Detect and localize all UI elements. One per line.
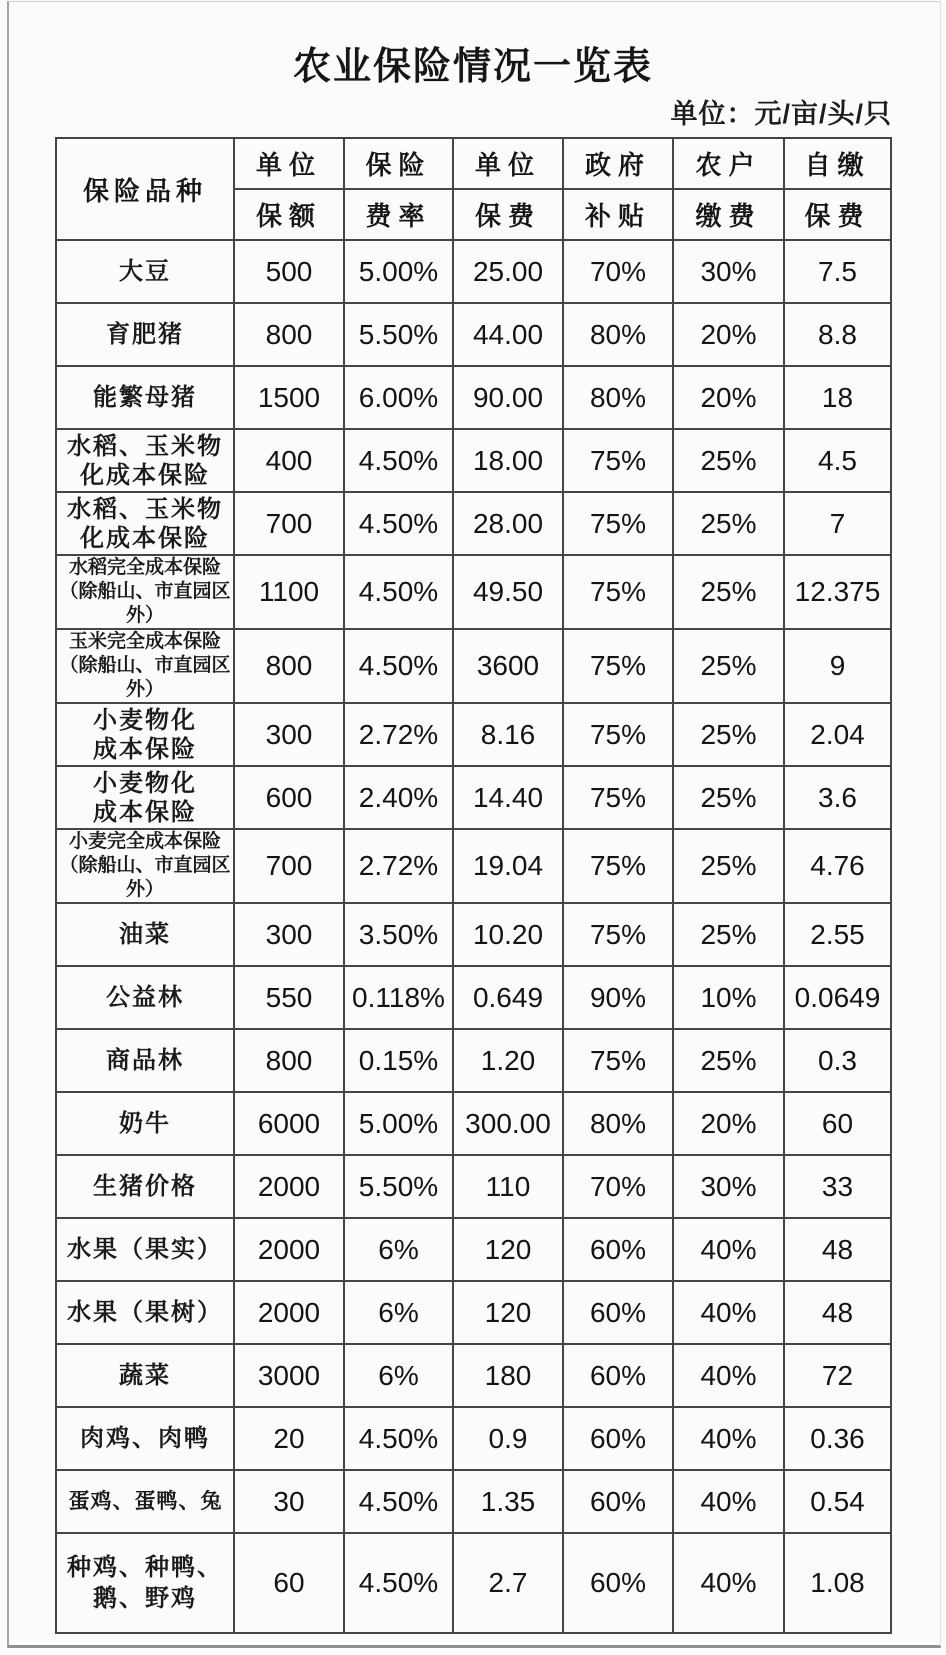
value-cell: 9 <box>784 629 891 703</box>
value-cell: 80% <box>563 303 673 366</box>
product-label-line: 能繁母猪 <box>93 384 197 411</box>
table-row <box>56 1533 891 1633</box>
table-row <box>56 1218 891 1281</box>
table-row <box>56 903 891 966</box>
value-cell: 5.00% <box>344 240 453 303</box>
table-row <box>56 829 891 903</box>
value-cell: 3.50% <box>344 903 453 966</box>
value-cell: 1.20 <box>453 1029 563 1092</box>
value-cell: 60 <box>784 1092 891 1155</box>
value-cell: 4.50% <box>344 555 453 629</box>
product-label-line: 育肥猪 <box>106 321 184 348</box>
page-title: 农业保险情况一览表 <box>292 46 653 88</box>
product-label-line: 成本保险 <box>93 735 197 763</box>
header-gov-subsidy-top: 政府 <box>563 138 673 189</box>
table-row <box>56 1407 891 1470</box>
table-row <box>56 366 891 429</box>
value-cell: 2.72% <box>344 703 453 766</box>
product-cell <box>56 1092 234 1155</box>
table-row <box>56 1155 891 1218</box>
product-cell <box>56 766 234 829</box>
value-cell: 4.50% <box>344 1533 453 1633</box>
product-label-line: 水稻完全成本保险 <box>68 557 221 578</box>
value-cell: 70% <box>563 240 673 303</box>
value-cell: 6000 <box>234 1092 344 1155</box>
value-cell: 33 <box>784 1155 891 1218</box>
table-header <box>56 138 891 240</box>
value-cell: 0.118% <box>344 966 453 1029</box>
value-cell: 75% <box>563 555 673 629</box>
value-cell: 60% <box>563 1407 673 1470</box>
value-cell: 40% <box>673 1281 784 1344</box>
table-row <box>56 1092 891 1155</box>
header-farmer-pay-bottom: 缴费 <box>673 189 784 240</box>
value-cell: 72 <box>784 1344 891 1407</box>
value-cell: 75% <box>563 492 673 555</box>
product-label-line: 小麦物化 <box>93 706 197 734</box>
table-row <box>56 629 891 703</box>
value-cell: 20% <box>673 1092 784 1155</box>
product-label-line: （除船山、市直园区外） <box>59 855 231 900</box>
value-cell: 40% <box>673 1470 784 1533</box>
value-cell: 6% <box>344 1344 453 1407</box>
value-cell: 300 <box>234 703 344 766</box>
table-row <box>56 303 891 366</box>
value-cell: 2000 <box>234 1281 344 1344</box>
value-cell: 30% <box>673 1155 784 1218</box>
value-cell: 10.20 <box>453 903 563 966</box>
value-cell: 75% <box>563 629 673 703</box>
value-cell: 600 <box>234 766 344 829</box>
product-cell <box>56 829 234 903</box>
value-cell: 4.76 <box>784 829 891 903</box>
value-cell: 25% <box>673 703 784 766</box>
value-cell: 10% <box>673 966 784 1029</box>
product-label-line: 大豆 <box>119 258 171 285</box>
product-label-line: 肉鸡、肉鸭 <box>80 1425 210 1452</box>
product-label-line: 水稻、玉米物 <box>67 432 223 460</box>
value-cell: 120 <box>453 1218 563 1281</box>
product-cell <box>56 492 234 555</box>
value-cell: 0.649 <box>453 966 563 1029</box>
value-cell: 25% <box>673 766 784 829</box>
value-cell: 90.00 <box>453 366 563 429</box>
value-cell: 49.50 <box>453 555 563 629</box>
value-cell: 6% <box>344 1281 453 1344</box>
header-unit-insured-bottom: 保额 <box>234 189 344 240</box>
header-unit-premium-bottom: 保费 <box>453 189 563 240</box>
value-cell: 60 <box>234 1533 344 1633</box>
product-label-line: 商品林 <box>106 1047 184 1074</box>
unit-note: 单位：元/亩/头/只 <box>670 99 892 129</box>
value-cell: 2.04 <box>784 703 891 766</box>
value-cell: 40% <box>673 1344 784 1407</box>
value-cell: 20 <box>234 1407 344 1470</box>
value-cell: 700 <box>234 829 344 903</box>
value-cell: 550 <box>234 966 344 1029</box>
value-cell: 25% <box>673 629 784 703</box>
value-cell: 4.50% <box>344 1470 453 1533</box>
value-cell: 25% <box>673 829 784 903</box>
header-self-pay-bottom: 保费 <box>784 189 891 240</box>
value-cell: 80% <box>563 1092 673 1155</box>
product-cell <box>56 903 234 966</box>
product-label-line: （除船山、市直园区外） <box>59 655 231 700</box>
product-cell <box>56 703 234 766</box>
value-cell: 4.5 <box>784 429 891 492</box>
product-label-line: 鹅、野鸡 <box>93 1585 197 1612</box>
table-row <box>56 492 891 555</box>
value-cell: 4.50% <box>344 1407 453 1470</box>
insurance-table <box>55 137 892 1634</box>
value-cell: 3.6 <box>784 766 891 829</box>
product-label-line: 玉米完全成本保险 <box>68 631 221 652</box>
header-farmer-pay-top: 农户 <box>673 138 784 189</box>
table-row <box>56 1470 891 1533</box>
value-cell: 75% <box>563 903 673 966</box>
value-cell: 75% <box>563 829 673 903</box>
value-cell: 25% <box>673 555 784 629</box>
header-product: 保险品种 <box>56 138 234 240</box>
product-label-line: 奶牛 <box>119 1110 171 1137</box>
value-cell: 7.5 <box>784 240 891 303</box>
value-cell: 180 <box>453 1344 563 1407</box>
table-row <box>56 429 891 492</box>
value-cell: 0.36 <box>784 1407 891 1470</box>
product-cell <box>56 240 234 303</box>
product-label-line: 水稻、玉米物 <box>67 495 223 523</box>
value-cell: 5.50% <box>344 1155 453 1218</box>
value-cell: 2.55 <box>784 903 891 966</box>
header-gov-subsidy-bottom: 补贴 <box>563 189 673 240</box>
value-cell: 60% <box>563 1344 673 1407</box>
value-cell: 800 <box>234 1029 344 1092</box>
value-cell: 4.50% <box>344 629 453 703</box>
product-label-line: 水果（果树） <box>67 1299 223 1326</box>
product-cell <box>56 1155 234 1218</box>
table-row <box>56 966 891 1029</box>
product-label-line: 小麦完全成本保险 <box>68 831 221 852</box>
value-cell: 48 <box>784 1218 891 1281</box>
value-cell: 4.50% <box>344 492 453 555</box>
header-rate-bottom: 费率 <box>344 189 453 240</box>
header-rate-top: 保险 <box>344 138 453 189</box>
value-cell: 40% <box>673 1407 784 1470</box>
product-cell <box>56 366 234 429</box>
value-cell: 800 <box>234 303 344 366</box>
value-cell: 40% <box>673 1533 784 1633</box>
value-cell: 30% <box>673 240 784 303</box>
product-cell <box>56 1344 234 1407</box>
value-cell: 20% <box>673 303 784 366</box>
product-cell <box>56 966 234 1029</box>
value-cell: 0.54 <box>784 1470 891 1533</box>
value-cell: 2000 <box>234 1155 344 1218</box>
product-label-line: 成本保险 <box>93 798 197 826</box>
product-cell <box>56 1218 234 1281</box>
value-cell: 1.35 <box>453 1470 563 1533</box>
value-cell: 6% <box>344 1218 453 1281</box>
product-label-line: 化成本保险 <box>80 524 210 552</box>
value-cell: 60% <box>563 1218 673 1281</box>
value-cell: 25.00 <box>453 240 563 303</box>
value-cell: 30 <box>234 1470 344 1533</box>
value-cell: 60% <box>563 1470 673 1533</box>
table-row <box>56 1344 891 1407</box>
value-cell: 5.00% <box>344 1092 453 1155</box>
value-cell: 90% <box>563 966 673 1029</box>
value-cell: 40% <box>673 1218 784 1281</box>
value-cell: 25% <box>673 429 784 492</box>
value-cell: 8.16 <box>453 703 563 766</box>
header-self-pay-top: 自缴 <box>784 138 891 189</box>
table-row <box>56 1029 891 1092</box>
value-cell: 44.00 <box>453 303 563 366</box>
product-cell <box>56 429 234 492</box>
value-cell: 25% <box>673 903 784 966</box>
product-cell <box>56 303 234 366</box>
value-cell: 0.0649 <box>784 966 891 1029</box>
value-cell: 300 <box>234 903 344 966</box>
product-label-line: 蛋鸡、蛋鸭、兔 <box>68 1490 223 1513</box>
product-cell <box>56 1029 234 1092</box>
product-cell <box>56 1533 234 1633</box>
value-cell: 60% <box>563 1281 673 1344</box>
header-row-top <box>56 138 891 189</box>
product-cell <box>56 1281 234 1344</box>
value-cell: 75% <box>563 1029 673 1092</box>
product-label-line: （除船山、市直园区外） <box>59 581 231 626</box>
value-cell: 2.40% <box>344 766 453 829</box>
product-cell <box>56 629 234 703</box>
value-cell: 14.40 <box>453 766 563 829</box>
value-cell: 25% <box>673 1029 784 1092</box>
value-cell: 0.9 <box>453 1407 563 1470</box>
value-cell: 5.50% <box>344 303 453 366</box>
value-cell: 70% <box>563 1155 673 1218</box>
table-row <box>56 555 891 629</box>
product-label-line: 化成本保险 <box>80 461 210 489</box>
value-cell: 75% <box>563 703 673 766</box>
table-row <box>56 703 891 766</box>
value-cell: 18 <box>784 366 891 429</box>
value-cell: 25% <box>673 492 784 555</box>
value-cell: 1500 <box>234 366 344 429</box>
value-cell: 0.3 <box>784 1029 891 1092</box>
product-label-line: 水果（果实） <box>67 1236 223 1263</box>
value-cell: 400 <box>234 429 344 492</box>
value-cell: 110 <box>453 1155 563 1218</box>
value-cell: 18.00 <box>453 429 563 492</box>
product-cell <box>56 555 234 629</box>
value-cell: 120 <box>453 1281 563 1344</box>
table-row <box>56 1281 891 1344</box>
value-cell: 48 <box>784 1281 891 1344</box>
product-cell <box>56 1470 234 1533</box>
product-label-line: 小麦物化 <box>93 769 197 797</box>
value-cell: 2.72% <box>344 829 453 903</box>
value-cell: 75% <box>563 429 673 492</box>
table-row <box>56 766 891 829</box>
value-cell: 75% <box>563 766 673 829</box>
value-cell: 1.08 <box>784 1533 891 1633</box>
value-cell: 80% <box>563 366 673 429</box>
product-cell <box>56 1407 234 1470</box>
header-unit-premium-top: 单位 <box>453 138 563 189</box>
header-unit-insured-top: 单位 <box>234 138 344 189</box>
value-cell: 1100 <box>234 555 344 629</box>
product-label-line: 蔬菜 <box>119 1362 171 1389</box>
value-cell: 60% <box>563 1533 673 1633</box>
value-cell: 3000 <box>234 1344 344 1407</box>
value-cell: 6.00% <box>344 366 453 429</box>
table-body <box>56 240 891 1633</box>
product-label-line: 种鸡、种鸭、 <box>67 1554 223 1581</box>
value-cell: 2000 <box>234 1218 344 1281</box>
value-cell: 0.15% <box>344 1029 453 1092</box>
product-label-line: 油菜 <box>119 921 171 948</box>
value-cell: 7 <box>784 492 891 555</box>
product-label-line: 生猪价格 <box>93 1173 197 1200</box>
value-cell: 4.50% <box>344 429 453 492</box>
value-cell: 800 <box>234 629 344 703</box>
value-cell: 20% <box>673 366 784 429</box>
value-cell: 300.00 <box>453 1092 563 1155</box>
value-cell: 500 <box>234 240 344 303</box>
product-label-line: 公益林 <box>106 984 184 1011</box>
value-cell: 8.8 <box>784 303 891 366</box>
value-cell: 28.00 <box>453 492 563 555</box>
value-cell: 700 <box>234 492 344 555</box>
value-cell: 2.7 <box>453 1533 563 1633</box>
table-row <box>56 240 891 303</box>
value-cell: 19.04 <box>453 829 563 903</box>
value-cell: 12.375 <box>784 555 891 629</box>
value-cell: 3600 <box>453 629 563 703</box>
